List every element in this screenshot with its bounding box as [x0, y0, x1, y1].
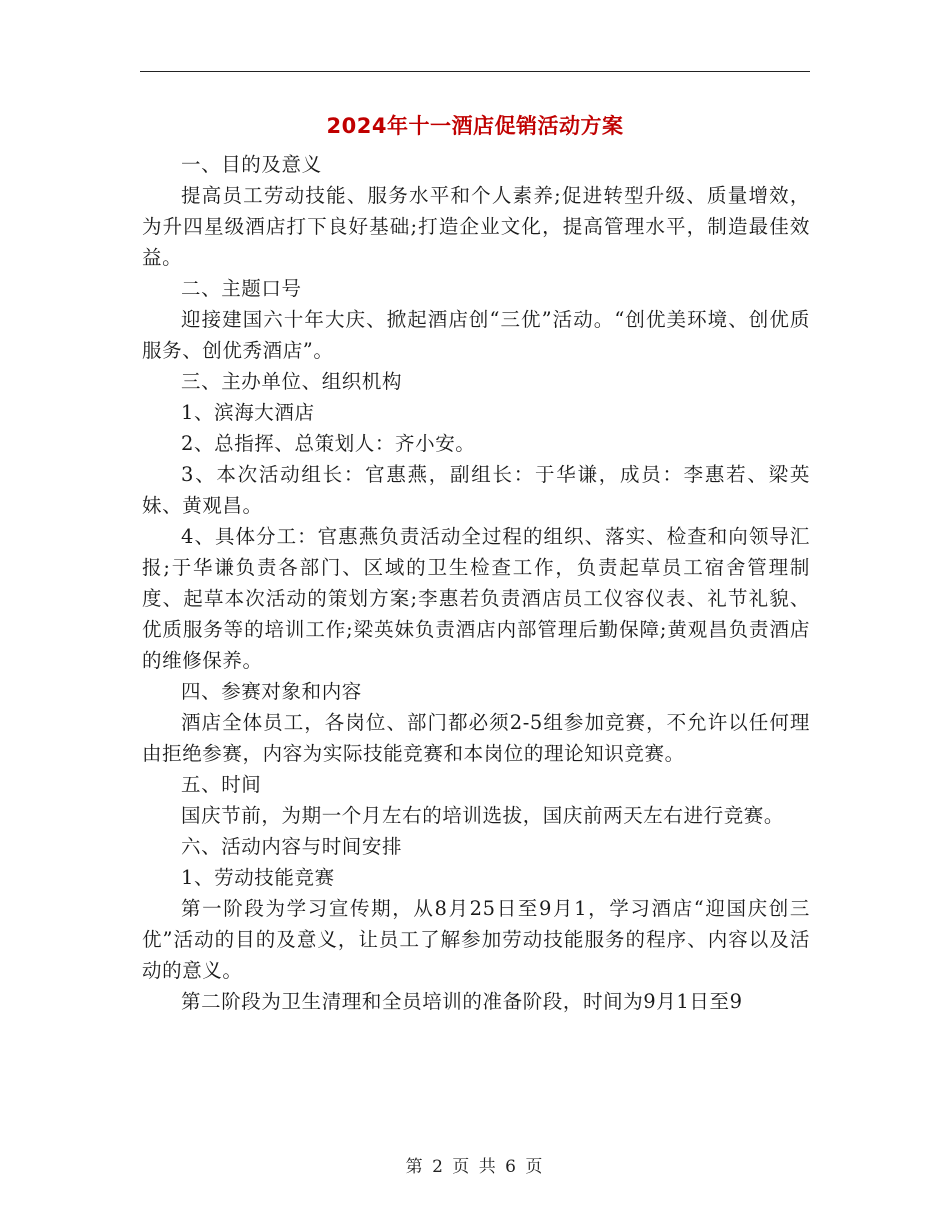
paragraph-phase-2: 第二阶段为卫生清理和全员培训的准备阶段，时间为9月1日至9	[181, 990, 743, 1013]
paragraph-phase-1: 第一阶段为学习宣传期，从8月25日至9月1，学习酒店“迎国庆创三优”活动的目的及意义，让员工了解参加劳动技能服务的程序、内容以及活动的意义。	[142, 897, 810, 982]
section-heading-purpose: 一、目的及意义	[181, 153, 322, 176]
paragraph-time: 国庆节前，为期一个月左右的培训选拔，国庆前两天左右进行竞赛。	[181, 804, 785, 827]
section-heading-participants: 四、参赛对象和内容	[181, 680, 362, 703]
section-heading-organizer: 三、主办单位、组织机构	[181, 370, 403, 393]
list-item-organizer-2: 2、总指挥、总策划人：齐小安。	[181, 432, 476, 455]
document-body	[142, 149, 810, 1017]
paragraph-participants: 酒店全体员工，各岗位、部门都必须2-5组参加竞赛，不允许以任何理由拒绝参赛，内容为实际技能竞赛和本岗位的理论知识竞赛。	[142, 711, 810, 765]
section-heading-time: 五、时间	[181, 773, 262, 796]
list-item-organizer-1: 1、滨海大酒店	[181, 401, 315, 424]
paragraph-purpose: 提高员工劳动技能、服务水平和个人素养;促进转型升级、质量增效，为升四星级酒店打下良好基础;打造企业文化，提高管理水平，制造最佳效益。	[142, 184, 810, 269]
page-footer	[0, 1152, 950, 1177]
list-item-organizer-3: 3、本次活动组长：官惠燕，副组长：于华谦，成员：李惠若、梁英妹、黄观昌。	[142, 463, 810, 517]
list-item-organizer-4: 4、具体分工：官惠燕负责活动全过程的组织、落实、检查和向领导汇报;于华谦负责各部门、区域的卫生检查工作，负责起草员工宿舍管理制度、起草本次活动的策划方案;李惠若负责酒店员工仪容仪表、礼节礼貌、优质服务等的培训工作;梁英妹负责酒店内部管理后勤保障;黄观昌负责酒店的维修保养。	[142, 525, 810, 672]
document-title: 2024年十一酒店促销活动方案	[326, 114, 624, 138]
list-item-schedule-1: 1、劳动技能竞赛	[181, 866, 335, 889]
section-heading-schedule: 六、活动内容与时间安排	[181, 835, 403, 858]
header-rule	[140, 71, 810, 72]
paragraph-slogan: 迎接建国六十年大庆、掀起酒店创“三优”活动。“创优美环境、创优质服务、创优秀酒店”。	[142, 308, 810, 362]
section-heading-slogan: 二、主题口号	[181, 277, 302, 300]
page-number-label: 第 2 页 共 6 页	[405, 1157, 545, 1177]
